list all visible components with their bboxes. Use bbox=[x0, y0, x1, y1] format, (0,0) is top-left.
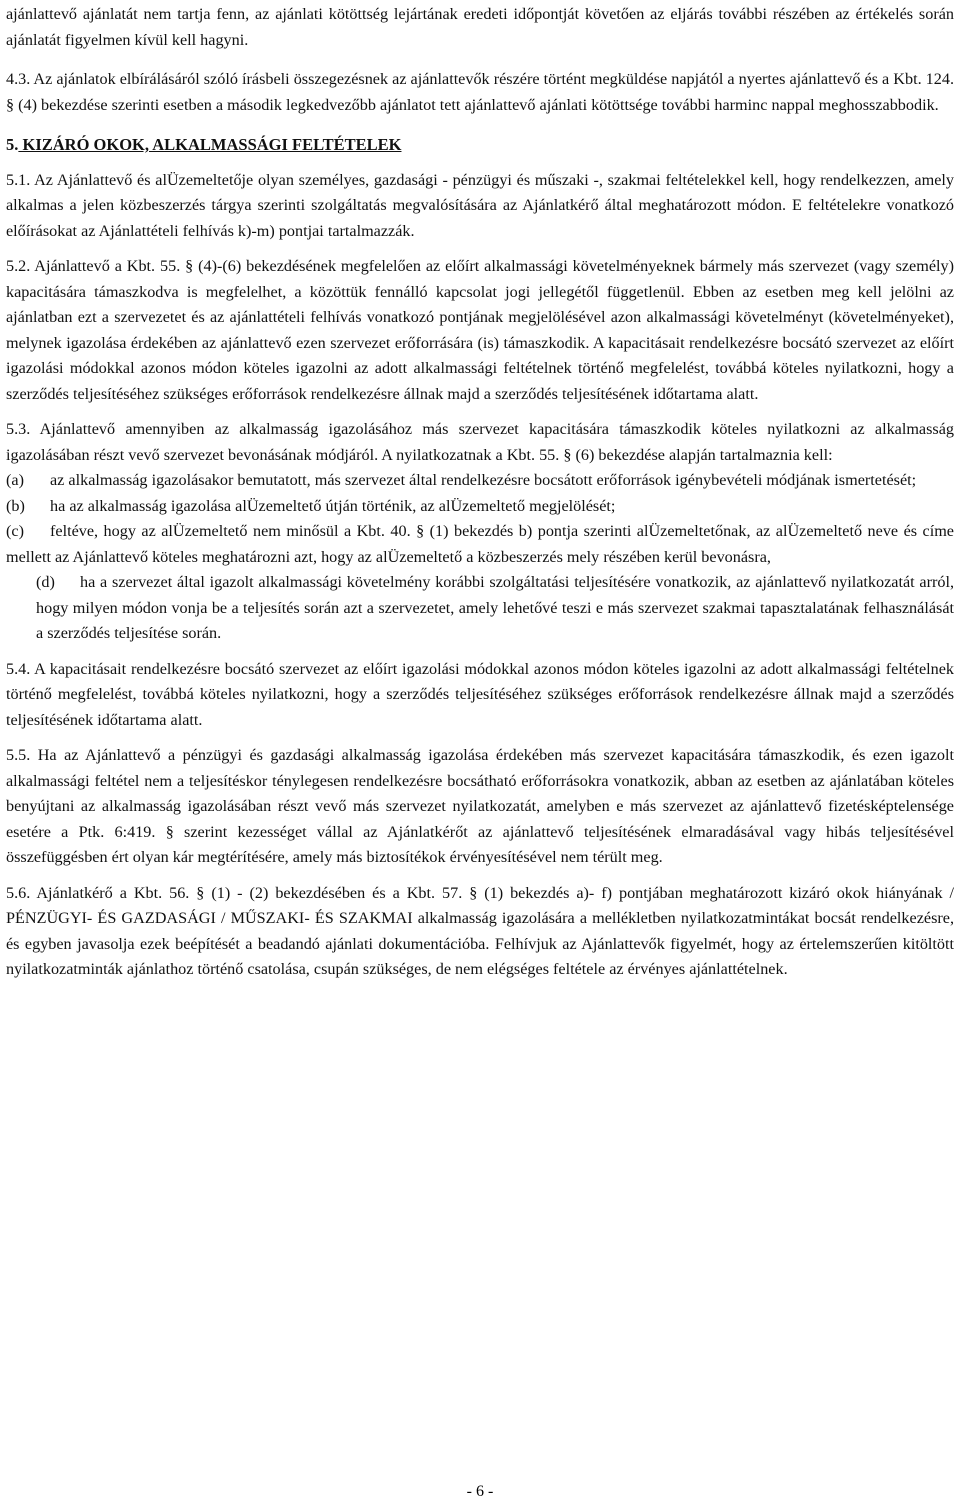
paragraph-4-3-text: 4.3. Az ajánlatok elbírálásáról szóló írásbeli összegezésnek az ajánlattevők részére történt megküldése napjától a nyertes ajánlattevő és a Kbt. 124. § (4) bekezdése szerinti esetben a második legkedvezőbb ajánlatot tett ajánlattevő ajánlati kötöttsége további harminc nappal meghosszabbodik. bbox=[6, 70, 954, 114]
paragraph-5-5: 5.5. Ha az Ajánlattevő a pénzügyi és gazdasági alkalmasság igazolása érdekében más szervezet kapacitására támaszkodik, és ezen igazolt alkalmassági feltétel nem a teljesítéskor ténylegesen rendelkezésre bocsátható erőforrásokra vonatkozik, abban az esetben az ajánlatában köteles benyújtani az alkalmasság igazolásában részt vevő más szervezet nyilatkozatát, amelyben e más szervezet az ajánlattevő fizetésképtelensége esetére a Ptk. 6:419. § szerint kezességet vállal az Ajánlatkérőt az ajánlattevő teljesítésének elmaradásával vagy hibás teljesítésével összefüggésben ért olyan kár megtérítésére, amely más biztosítékok érvényesítésével nem térült meg. bbox=[6, 746, 954, 866]
list-item-b bbox=[6, 494, 954, 520]
page-number: - 6 - bbox=[466, 1483, 494, 1500]
list-5-3 bbox=[6, 468, 954, 647]
list-item-label: (b) bbox=[6, 496, 25, 515]
paragraph-5-6: 5.6. Ajánlatkérő a Kbt. 56. § (1) - (2) bekezdésében és a Kbt. 57. § (1) bekezdés a)- f) pontjában meghatározott kizáró okok hiányának / PÉNZÜGYI- ÉS GAZDASÁGI / MŰSZAKI- ÉS SZAKMAI alkalmasság igazolására a mellékletben nyilatkozatmintákat bocsát rendelkezésre, és egyben javasolja ezek beépítését a beadandó ajánlati dokumentációba. Felhívjuk az Ajánlattevők figyelmét, hogy az értelemszerűen kitöltött nyilatkozatminták ajánlathoz történő csatolása, csupán szükséges, de nem elégséges feltétele az érvényes ajánlattételnek. bbox=[6, 883, 954, 978]
section-heading-title: KIZÁRÓ OKOK, ALKALMASSÁGI FELTÉTELEK bbox=[18, 135, 402, 154]
list-item-text: feltéve, hogy az alÜzemeltető nem minősül a Kbt. 40. § (1) bekezdés b) pontja szerinti alÜzemeltetőnak, az alÜzemeltető neve és címe mellett az Ajánlattevő köteles meghatározni azt, hogy az alÜzemeltető a közbeszerzés mely részében kerül bevonásra, bbox=[6, 522, 954, 566]
section-heading-number: 5. bbox=[6, 135, 19, 154]
paragraph-5-4: 5.4. A kapacitásait rendelkezésre bocsátó szervezet az előírt igazolási módokkal azonos módon köteles igazolni az adott alkalmassági feltételnek történő megfelelést, továbbá köteles nyilatkozni, hogy a szerződés teljesítéséhez szükséges erőforrások rendelkezésre állnak majd a szerződés teljesítésének időtartama alatt. bbox=[6, 659, 954, 729]
section-heading bbox=[6, 132, 954, 158]
paragraph-intro: ajánlattevő ajánlatát nem tartja fenn, az ajánlati kötöttség lejártának eredeti időpontját követően az eljárás további részében az értékelés során ajánlatát figyelmen kívül kell hagyni. bbox=[6, 5, 954, 49]
list-item-a bbox=[6, 468, 954, 494]
list-item-text: ha az alkalmasság igazolása alÜzemeltető útján történik, az alÜzemeltető megjelölését; bbox=[50, 496, 616, 515]
list-item-label: (a) bbox=[6, 471, 24, 489]
paragraph-5-3: 5.3. Ajánlattevő amennyiben az alkalmasság igazolásához más szervezet kapacitására támaszkodik köteles nyilatkozni az alkalmasság igazolásában részt vevő szervezet bevonásának módjáról. A nyilatkozatnak a Kbt. 55. § (6) bekezdése alapján tartalmaznia kell: bbox=[6, 420, 954, 464]
list-item-c bbox=[6, 519, 954, 570]
paragraph-4-3 bbox=[6, 67, 954, 118]
list-item-text: ha a szervezet által igazolt alkalmassági követelmény korábbi szolgáltatási teljesítésére vonatkozik, az ajánlattevő nyilatkozatát arról, hogy milyen módon vonja be a teljesítés során azt a szervezetet, amely lehetővé teszi e más szervezet szakmai tapasztalatának felhasználását a szerződés teljesítése során. bbox=[36, 573, 954, 642]
paragraph-5-1: 5.1. Az Ajánlattevő és alÜzemeltetője olyan személyes, gazdasági - pénzügyi és műszaki -, szakmai feltételekkel kell, hogy rendelkezzen, amely alkalmas a jelen közbeszerzés tárgya szerinti szolgáltatás megvalósítására az Ajánlatkérő által meghatározott módon. E feltételekre vonatkozó előírásokat az Ajánlattételi felhívás k)-m) pontjai tartalmazzák. bbox=[6, 170, 954, 240]
list-item-label: (d) bbox=[36, 573, 55, 591]
list-item-label: (c) bbox=[6, 522, 24, 540]
paragraph-5-2: 5.2. Ajánlattevő a Kbt. 55. § (4)-(6) bekezdésének megfelelően az előírt alkalmassági követelményeknek bármely más szervezet (vagy személy) kapacitására támaszkodva is megfelelhet, a közöttük fennálló kapcsolat jogi jellegétől függetlenül. Ebben az esetben meg kell jelölni az ajánlatban ezt a szervezetet és az ajánlattételi felhívás vonatkozó pontjának megjelölésével azon alkalmassági követelményt (követelményeket), melynek igazolása érdekében az ajánlattevő ezen szervezet erőforrására (is) támaszkodik. A kapacitásait rendelkezésre bocsátó szervezet az előírt igazolási módokkal azonos módon köteles igazolni az adott alkalmassági feltételnek történő megfelelést, továbbá köteles nyilatkozni, hogy a szerződés teljesítéséhez szükséges erőforrások rendelkezésre állnak majd a szerződés teljesítésének időtartama alatt. bbox=[6, 257, 954, 403]
list-item-d bbox=[6, 570, 954, 647]
list-item-text: az alkalmasság igazolásakor bemutatott, más szervezet által rendelkezésre bocsátott erőforrások igénybevételi módjának ismertetését; bbox=[50, 471, 917, 489]
